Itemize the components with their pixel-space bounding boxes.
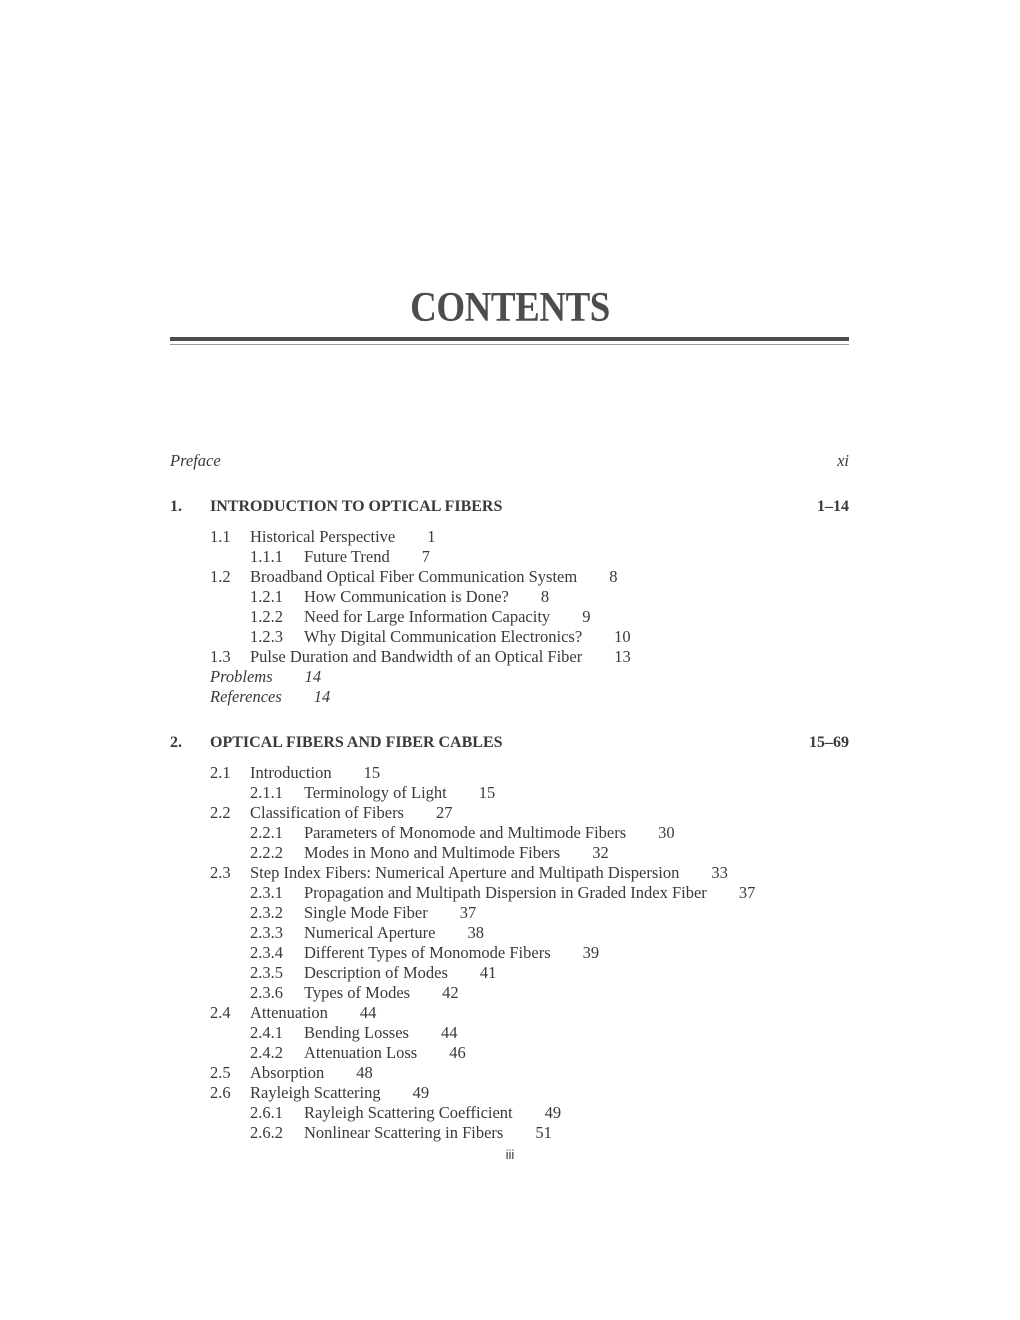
entry-title: Future Trend [304,547,390,566]
toc-entry[interactable] [170,1103,849,1123]
chapter-pages: 1–14 [817,498,849,515]
toc-entry[interactable] [170,803,849,823]
entry-page: 7 [421,547,430,566]
entry-number: 2.3.6 [250,983,283,1002]
toc-entry[interactable] [170,903,849,923]
entry-page: 13 [614,647,631,666]
entry-page: 39 [582,943,600,962]
toc-entry[interactable] [170,1043,849,1063]
entry-number: 1.1.1 [250,547,283,566]
entry-title: Why Digital Communication Electronics? [304,627,583,646]
entry-page: 37 [738,883,756,902]
chapter-pages: 15–69 [809,734,849,751]
entry-number: 2.6 [210,1083,231,1102]
table-of-contents [170,451,849,1143]
entry-page: 49 [544,1103,562,1122]
entry-number: 2.6.2 [250,1123,283,1142]
chapter-title: OPTICAL FIBERS AND FIBER CABLES [210,734,503,751]
toc-entry[interactable] [170,783,849,803]
entry-title: Modes in Mono and Multimode Fibers [304,843,561,862]
toc-entry[interactable] [170,587,849,607]
entry-title: Single Mode Fiber [304,903,428,922]
entry-title: Numerical Aperture [304,923,436,942]
toc-entry[interactable] [170,863,849,883]
entry-page: 27 [435,803,453,822]
toc-entry[interactable] [170,843,849,863]
entry-page: 49 [412,1083,430,1102]
entry-number: 2.4 [210,1003,231,1022]
entry-title: Attenuation [250,1003,328,1022]
toc-entry[interactable] [170,883,849,903]
entry-number: 2.4.2 [250,1043,283,1062]
entry-title: Terminology of Light [304,783,447,802]
entry-title: Absorption [250,1063,325,1082]
toc-entry[interactable] [170,763,849,783]
entry-page: 32 [592,843,609,862]
entry-title: Rayleigh Scattering Coefficient [304,1103,513,1122]
entry-title: Attenuation Loss [304,1043,418,1062]
preface-label: Preface [170,451,221,470]
entry-page: 37 [459,903,477,922]
entry-page: 30 [658,823,675,842]
entry-title: Classification of Fibers [250,803,404,822]
entry-title: Rayleigh Scattering [250,1083,381,1102]
toc-entry[interactable] [170,667,849,687]
entry-number: 1.3 [210,647,231,666]
chapter-heading[interactable] [170,497,849,517]
toc-entry[interactable] [170,687,849,707]
toc-entry[interactable] [170,923,849,943]
toc-entry[interactable] [170,1023,849,1043]
toc-entry[interactable] [170,1063,849,1083]
chapter-number: 1. [170,498,182,515]
toc-entry[interactable] [170,647,849,667]
entry-page: 15 [363,763,381,782]
toc-entry[interactable] [170,943,849,963]
entry-page: 42 [442,983,459,1002]
entry-title: Historical Perspective [250,527,396,546]
entry-page: 41 [479,963,497,982]
entry-title: Types of Modes [304,983,411,1002]
entry-page: 44 [440,1023,458,1042]
entry-page: 10 [614,627,631,646]
entry-number: 2.1 [210,763,231,782]
entry-number: 1.2.3 [250,627,283,646]
entry-number: 2.3.2 [250,903,283,922]
entry-page: 46 [449,1043,466,1062]
entry-number: 2.1.1 [250,783,283,802]
entry-page: 38 [467,923,484,942]
entry-page: 44 [359,1003,377,1022]
entry-number: 2.4.1 [250,1023,283,1042]
entry-title: Bending Losses [304,1023,409,1042]
entry-title: Propagation and Multipath Dispersion in Graded Index Fiber [304,883,707,902]
entry-number: 2.3 [210,863,231,882]
title-rule-thin [170,344,849,345]
title-rule-thick [170,337,849,341]
entry-number: 1.1 [210,527,231,546]
entry-number: 2.5 [210,1063,231,1082]
toc-entry[interactable] [170,1003,849,1023]
toc-entry[interactable] [170,567,849,587]
entry-number: 2.3.4 [250,943,283,962]
entry-number: 2.2.2 [250,843,283,862]
entry-number: 1.2.1 [250,587,283,606]
entry-title: References [210,687,282,706]
entry-number: 1.2.2 [250,607,283,626]
toc-entry[interactable] [170,1123,849,1143]
toc-entry[interactable] [170,527,849,547]
entry-page: 48 [356,1063,373,1082]
entry-number: 2.2.1 [250,823,283,842]
entry-title: How Communication is Done? [304,587,509,606]
entry-title: Introduction [250,763,332,782]
entry-title: Step Index Fibers: Numerical Aperture and Multipath Dispersion [250,863,680,882]
entry-title: Broadband Optical Fiber Communication System [250,567,578,586]
entry-page: 33 [711,863,728,882]
entry-title: Problems [210,667,273,686]
entry-title: Description of Modes [304,963,448,982]
entry-number: 2.2 [210,803,231,822]
entry-number: 1.2 [210,567,231,586]
entry-page: 15 [478,783,496,802]
page-title: CONTENTS [410,285,610,331]
chapter-number: 2. [170,734,182,751]
entry-title: Pulse Duration and Bandwidth of an Optical Fiber [250,647,583,666]
toc-entry[interactable] [170,823,849,843]
entry-title: Parameters of Monomode and Multimode Fibers [304,823,627,842]
entry-page: 51 [535,1123,552,1142]
entry-page: 14 [313,687,331,706]
entry-number: 2.3.1 [250,883,283,902]
toc-entry[interactable] [170,963,849,983]
toc-entry[interactable] [170,627,849,647]
entry-number: 2.6.1 [250,1103,283,1122]
chapter-title: INTRODUCTION TO OPTICAL FIBERS [210,498,503,515]
entry-page: 1 [427,527,436,546]
entry-number: 2.3.3 [250,923,283,942]
preface-page: xi [837,451,849,470]
entry-title: Nonlinear Scattering in Fibers [304,1123,504,1142]
entry-page: 8 [609,567,618,586]
entry-page: 8 [540,587,550,606]
entry-title: Different Types of Monomode Fibers [304,943,551,962]
toc-preface[interactable] [170,451,849,471]
entry-title: Need for Large Information Capacity [304,607,551,626]
entry-number: 2.3.5 [250,963,283,982]
toc-entry[interactable] [170,1083,849,1103]
chapter-heading[interactable] [170,733,849,753]
toc-entry[interactable] [170,983,849,1003]
entry-page: 14 [304,667,322,686]
toc-entry[interactable] [170,547,849,567]
entry-page: 9 [582,607,591,626]
page-number: iii [505,1147,515,1162]
toc-entry[interactable] [170,607,849,627]
